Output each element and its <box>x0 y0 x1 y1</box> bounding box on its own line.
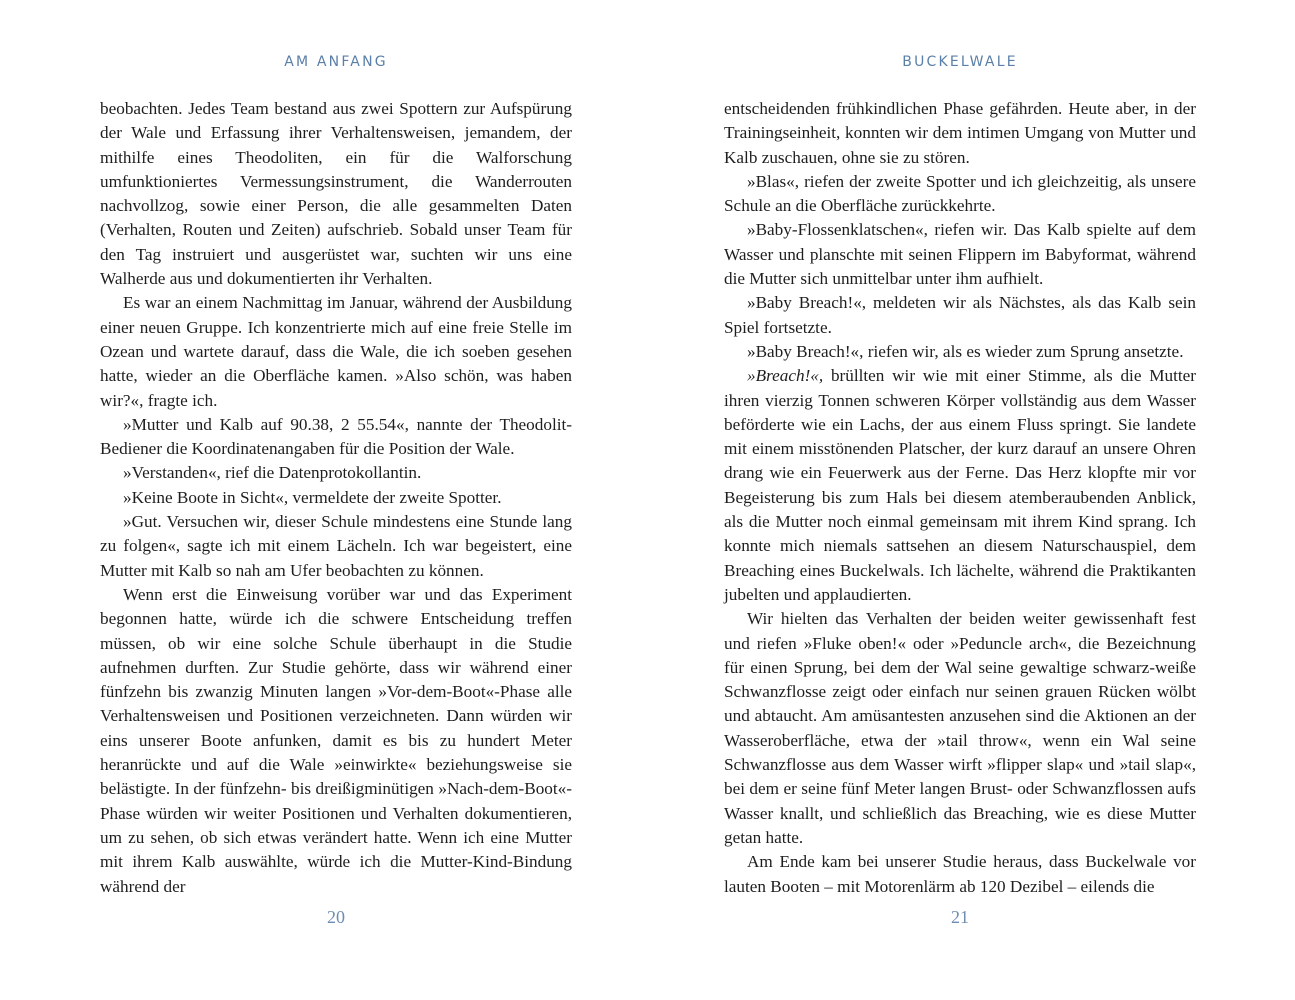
paragraph: Am Ende kam bei unserer Studie heraus, dass Buckelwale vor lauten Booten – mit Motorenlärm ab 120 Dezibel – eilends die <box>724 852 1196 896</box>
paragraph: »Keine Boote in Sicht«, vermeldete der zweite Spotter. <box>123 487 502 507</box>
running-head-right: BUCKELWALE <box>902 54 1018 70</box>
paragraph: »Baby Breach!«, riefen wir, als es wieder zum Sprung ansetzte. <box>747 341 1184 361</box>
right-page <box>724 0 1196 1000</box>
paragraph: »Baby-Flossenklatschen«, riefen wir. Das Kalb spielte auf dem Wasser und planschte mit seinen Flippern im Babyformat, während die Mutter sich unmittelbar unter ihm aufhielt. <box>724 220 1196 289</box>
italic-exclamation: »Breach!«, <box>747 366 824 386</box>
paragraph: beobachten. Jedes Team bestand aus zwei Spottern zur Aufspürung der Wale und Erfassung ihrer Verhaltensweisen, jemandem, der mithilfe eines Theodoliten, ein für die Walforschung umfunktioniertes Vermessungsinstrument, die Wanderrouten nachvollzog, sowie einer Person, die alle gesammelten Daten (Verhalten, Routen und Zeiten) aufschrieb. Sobald unser Team für den Tag instruiert und ausgerüstet war, suchten wir uns eine Walherde aus und dokumentierten ihr Verhalten. <box>100 99 572 289</box>
paragraph-text: brüllten wir wie mit einer Stimme, als die Mutter ihren vierzig Tonnen schweren Körper vollständig aus dem Wasser beförderte wie ein Lachs, der aus einem Fluss springt. Sie landete mit einem misstönenden Platscher, der kurz darauf an unsere Ohren drang wie ein Feuerwerk aus der Ferne. Das Herz klopfte mir vor Begeisterung bis zum Hals bei diesem atemberaubenden Anblick, als die Mutter noch einmal gemeinsam mit ihrem Kind sprang. Ich konnte mich niemals sattsehen an diesem Naturschauspiel, dem Breaching eines Buckelwals. Ich lächelte, während die Praktikanten jubelten und applaudierten. <box>724 366 1196 604</box>
page-number-right: 21 <box>951 907 969 927</box>
left-page-body <box>100 97 572 899</box>
paragraph: »Mutter und Kalb auf 90.38, 2 55.54«, nannte der Theodolit-Bediener die Koordinatenangaben für die Position der Wale. <box>100 414 572 459</box>
left-page <box>100 0 572 1000</box>
paragraph: »Gut. Versuchen wir, dieser Schule mindestens eine Stunde lang zu folgen«, sagte ich mit einem Lächeln. Ich war begeistert, eine Mutter mit Kalb so nah am Ufer beobachten zu können. <box>100 512 572 580</box>
right-page-body <box>724 97 1196 899</box>
page-number-left: 20 <box>327 907 345 927</box>
running-head-left: AM ANFANG <box>284 54 388 70</box>
paragraph: Wenn erst die Einweisung vorüber war und das Experiment begonnen hatte, würde ich die schwere Entscheidung treffen müssen, ob wir eine solche Schule überhaupt in die Studie aufnehmen durften. Zur Studie gehörte, dass wir während einer fünfzehn bis zwanzig Minuten langen »Vor-dem-Boot«-Phase alle Verhaltensweisen und Positionen verzeichneten. Dann würden wir eins unserer Boote anfunken, damit es bis zu hundert Meter heranrückte und auf die Wale »einwirkte« beziehungsweise sie belästigte. In der fünfzehn- bis dreißigminütigen »Nach-dem-Boot«-Phase würden wir weiter Positionen und Verhalten dokumentieren, um zu sehen, ob sich etwas verändert hatte. Wenn ich eine Mutter mit ihrem Kalb auswählte, würde ich die Mutter-Kind-Bindung während der <box>100 584 572 896</box>
paragraph: Es war an einem Nachmittag im Januar, während der Ausbildung einer neuen Gruppe. Ich konzentrierte mich auf eine freie Stelle im Ozean und wartete darauf, dass die Wale, die ich soeben gesehen hatte, wieder an die Oberfläche kamen. »Also schön, was haben wir?«, fragte ich. <box>100 293 572 410</box>
paragraph: »Blas«, riefen der zweite Spotter und ich gleichzeitig, als unsere Schule an die Oberfläche zurückkehrte. <box>724 171 1196 216</box>
breach-paragraph <box>724 364 1196 607</box>
paragraph: »Verstanden«, rief die Datenprotokollantin. <box>123 463 422 483</box>
paragraph: Wir hielten das Verhalten der beiden weiter gewissenhaft fest und riefen »Fluke oben!« oder »Peduncle arch«, die Bezeichnung für einen Sprung, bei dem der Wal seine gewaltige schwarz-weiße Schwanzflosse zeigt oder einfach nur seinen grauen Rücken wölbt und abtaucht. Am amüsantesten anzusehen sind die Aktionen an der Wasseroberfläche, etwa der »tail throw«, wenn ein Wal seine Schwanzflosse aus dem Wasser wirft »flipper slap« und »tail slap«, bei dem er seine fünf Meter langen Brust- oder Schwanzflossen aufs Wasser knallt, und schließlich das Breaching, wie es diese Mutter getan hatte. <box>724 609 1196 847</box>
paragraph: entscheidenden frühkindlichen Phase gefährden. Heute aber, in der Trainingseinheit, konnten wir dem intimen Umgang von Mutter und Kalb zuschauen, ohne sie zu stören. <box>724 99 1196 167</box>
paragraph: »Baby Breach!«, meldeten wir als Nächstes, als das Kalb sein Spiel fortsetzte. <box>724 293 1196 337</box>
